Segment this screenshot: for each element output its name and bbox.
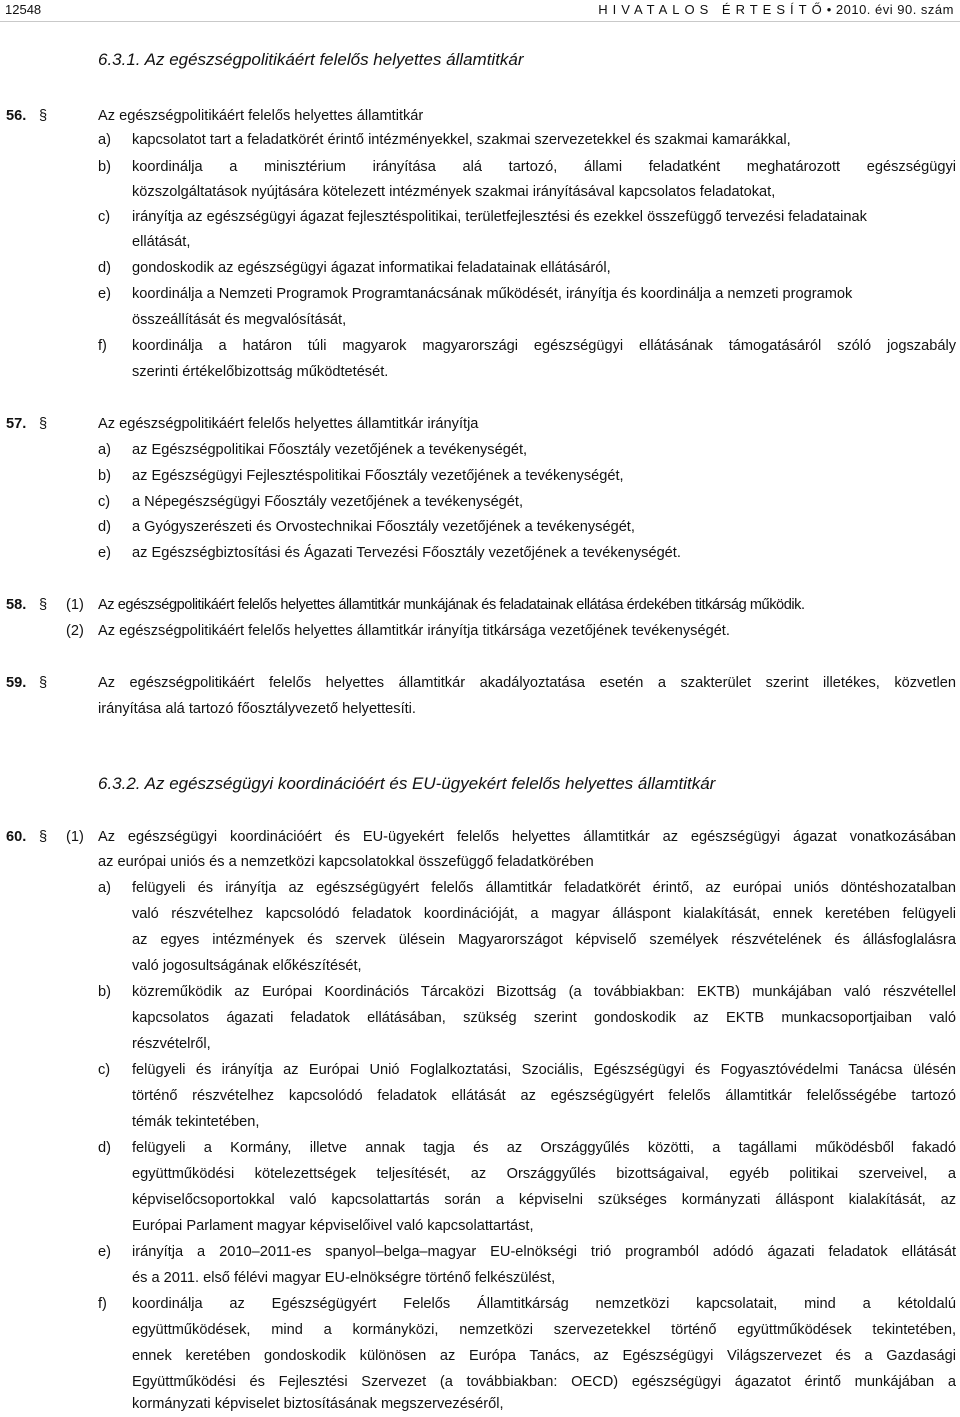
item-f-line4: Együttműködési és Fejlesztési Szervezet (a továbbiakban: OECD) egészségügyi ágazatot érintő munkájában a xyxy=(132,1374,956,1390)
item-label-d: d) xyxy=(98,519,111,535)
item-a: kapcsolatot tart a feladatkörét érintő intézményekkel, szakmai szervezetekkel és szakmai kamarákkal, xyxy=(132,132,791,148)
item-label-d: d) xyxy=(98,1140,111,1156)
item-d: a Gyógyszerészeti és Orvostechnikai Főosztály vezetőjének a tevékenységét, xyxy=(132,519,635,535)
subsection-label-2: (2) xyxy=(66,623,84,639)
paragraph-number: 58. § xyxy=(6,597,48,613)
item-label-a: a) xyxy=(98,132,111,148)
item-a: az Egészségpolitikai Főosztály vezetőjének a tevékenységét, xyxy=(132,442,528,458)
item-f-line5: kormányzati képviselet biztosításának megszervezéséről, xyxy=(132,1396,504,1412)
subsection-1-line2: az európai uniós és a nemzetközi kapcsolatokkal összefüggő feladatkörében xyxy=(98,854,594,870)
item-label-e: e) xyxy=(98,286,111,302)
subsection-2: Az egészségpolitikáért felelős helyettes államtitkár irányítja titkársága vezetőjének tevékenységét. xyxy=(98,623,730,639)
item-label-e: e) xyxy=(98,545,111,561)
item-c-line2: történő részvételhez kapcsolódó feladatok ellátását az egészségügyért felelős államtitkár felelősségébe tartozó xyxy=(132,1088,956,1104)
item-label-b: b) xyxy=(98,984,111,1000)
item-e-line1: koordinálja a Nemzeti Programok Programtanácsának működését, irányítja és koordinálja a nemzeti programok xyxy=(132,286,853,302)
paragraph-number: 59. § xyxy=(6,675,48,691)
item-e-line1: irányítja a 2010–2011-es spanyol–belga–magyar EU-elnökségi trió programból adódó ágazati feladatok ellátását xyxy=(132,1244,956,1260)
item-b-line3: részvételről, xyxy=(132,1036,211,1052)
subsection-label-1: (1) xyxy=(66,597,84,613)
item-f-line1: koordinálja a határon túli magyarok magyarországi egészségügyi ellátásának támogatásáról szóló jogszabály xyxy=(132,338,956,354)
item-c-line1: irányítja az egészségügyi ágazat fejlesztéspolitikai, területfejlesztési és ezekkel összefüggő tervezési feladatainak xyxy=(132,209,867,225)
item-b-line2: kapcsolatos ágazati feladatok ellátásában, szükség szerint gondoskodik az EKTB munkacsoportjaiban való xyxy=(132,1010,956,1026)
item-e: az Egészségbiztosítási és Ágazati Tervezési Főosztály vezetőjének a tevékenységét. xyxy=(132,545,681,561)
paragraph-number: 56. § xyxy=(6,108,48,124)
item-d-line3: képviselőcsoportokkal való kapcsolattartás során a képviselni szükséges kormányzati álláspont kialakítását, az xyxy=(132,1192,956,1208)
item-a-line3: az egyes intézmények és szervek ülésein Magyarországot képviselő személyek részvételének és állásfoglalásra xyxy=(132,932,956,948)
item-b-line1: koordinálja a minisztérium irányítása alá tartozó, állami feladatként meghatározott egészségügyi xyxy=(132,159,956,175)
item-b-line2: közszolgáltatások nyújtására kötelezett intézmények szakmai irányításával kapcsolatos feladatokat, xyxy=(132,184,776,200)
item-b: az Egészségügyi Fejlesztéspolitikai Főosztály vezetőjének a tevékenységét, xyxy=(132,468,624,484)
item-label-f: f) xyxy=(98,338,107,354)
item-c-line3: témák tekintetében, xyxy=(132,1114,260,1130)
item-a-line4: való jogosultságának előkészítését, xyxy=(132,958,362,974)
gazette-reference: HIVATALOS ÉRTESÍTŐ• 2010. évi 90. szám xyxy=(598,2,954,17)
section-heading-6-3-1: 6.3.1. Az egészségpolitikáért felelős helyettes államtitkár xyxy=(98,50,524,69)
item-label-c: c) xyxy=(98,494,111,510)
paragraph-intro: Az egészségpolitikáért felelős helyettes államtitkár xyxy=(98,108,424,124)
item-label-f: f) xyxy=(98,1296,107,1312)
item-d-line1: felügyeli a Kormány, illetve annak tagja és az Országgyűlés közötti, a tagállami működésből fakadó xyxy=(132,1140,956,1156)
item-label-c: c) xyxy=(98,209,111,225)
item-d: gondoskodik az egészségügyi ágazat informatikai feladatainak ellátásáról, xyxy=(132,260,611,276)
item-label-b: b) xyxy=(98,468,111,484)
item-f-line1: koordinálja az Egészségügyért Felelős Államtitkárság nemzetközi kapcsolatait, mind a kétoldalú xyxy=(132,1296,956,1312)
item-f-line3: ennek keretében gondoskodik különösen az Európa Tanács, az Egészségügyi Világszervezet és a Gazdasági xyxy=(132,1348,956,1364)
item-e-line2: összeállítását és megvalósítását, xyxy=(132,312,347,328)
gazette-issue: 2010. évi 90. szám xyxy=(835,2,954,17)
item-f-line2: szerinti értékelőbizottság működtetését. xyxy=(132,364,389,380)
item-label-b: b) xyxy=(98,159,111,175)
item-a-line2: való részvételhez kapcsolódó feladatok koordinációját, a magyar álláspont kialakítását, ennek keretében felügyeli xyxy=(132,906,956,922)
paragraph-number: 57. § xyxy=(6,416,48,432)
section-heading-6-3-2: 6.3.2. Az egészségügyi koordinációért és EU-ügyekért felelős helyettes államtitkár xyxy=(98,774,716,793)
item-c-line1: felügyeli és irányítja az Európai Unió Foglalkoztatási, Szociális, Egészségügyi és Fogyasztóvédelmi Tanácsa ülésén xyxy=(132,1062,956,1078)
subsection-1: Az egészségpolitikáért felelős helyettes államtitkár munkájának és feladatainak ellátása érdekében titkárság működik. xyxy=(98,597,805,613)
item-d-line4: Európai Parlament magyar képviselőivel való kapcsolattartást, xyxy=(132,1218,534,1234)
item-d-line2: együttműködési kötelezettségek teljesítését, az Országgyűlés bizottságaival, egyéb politikai szerveivel, a xyxy=(132,1166,956,1182)
paragraph-line2: irányítása alá tartozó főosztályvezető helyettesíti. xyxy=(98,701,416,717)
item-label-a: a) xyxy=(98,880,111,896)
item-e-line2: és a 2011. első félévi magyar EU-elnökségre történő felkészülést, xyxy=(132,1270,556,1286)
item-c-line2: ellátását, xyxy=(132,234,191,250)
page-number: 12548 xyxy=(5,2,42,17)
item-label-d: d) xyxy=(98,260,111,276)
item-a-line1: felügyeli és irányítja az egészségügyért felelős államtitkár feladatkörét érintő, az európai uniós döntéshozatalban xyxy=(132,880,956,896)
item-label-e: e) xyxy=(98,1244,111,1260)
paragraph-line1: Az egészségpolitikáért felelős helyettes államtitkár akadályoztatása esetén a szakterület szerint illetékes, közvetlen xyxy=(98,675,956,691)
subsection-label-1: (1) xyxy=(66,829,84,845)
header-rule xyxy=(0,21,960,22)
item-label-a: a) xyxy=(98,442,111,458)
item-c: a Népegészségügyi Főosztály vezetőjének a tevékenységét, xyxy=(132,494,524,510)
item-f-line2: együttműködések, mind a kormányközi, nemzetközi szervezetekkel történő együttműködések tekintetében, xyxy=(132,1322,956,1338)
item-label-c: c) xyxy=(98,1062,111,1078)
item-b-line1: közreműködik az Európai Koordinációs Tárcaközi Bizottság (a továbbiakban: EKTB) munkájában való részvétellel xyxy=(132,984,956,1000)
paragraph-number: 60. § xyxy=(6,829,48,845)
page-header xyxy=(0,0,960,22)
subsection-1-line1: Az egészségügyi koordinációért és EU-ügyekért felelős helyettes államtitkár az egészségügyi ágazat vonatkozásában xyxy=(98,829,956,845)
gazette-title: HIVATALOS ÉRTESÍTŐ xyxy=(598,2,827,17)
paragraph-intro: Az egészségpolitikáért felelős helyettes államtitkár irányítja xyxy=(98,416,479,432)
